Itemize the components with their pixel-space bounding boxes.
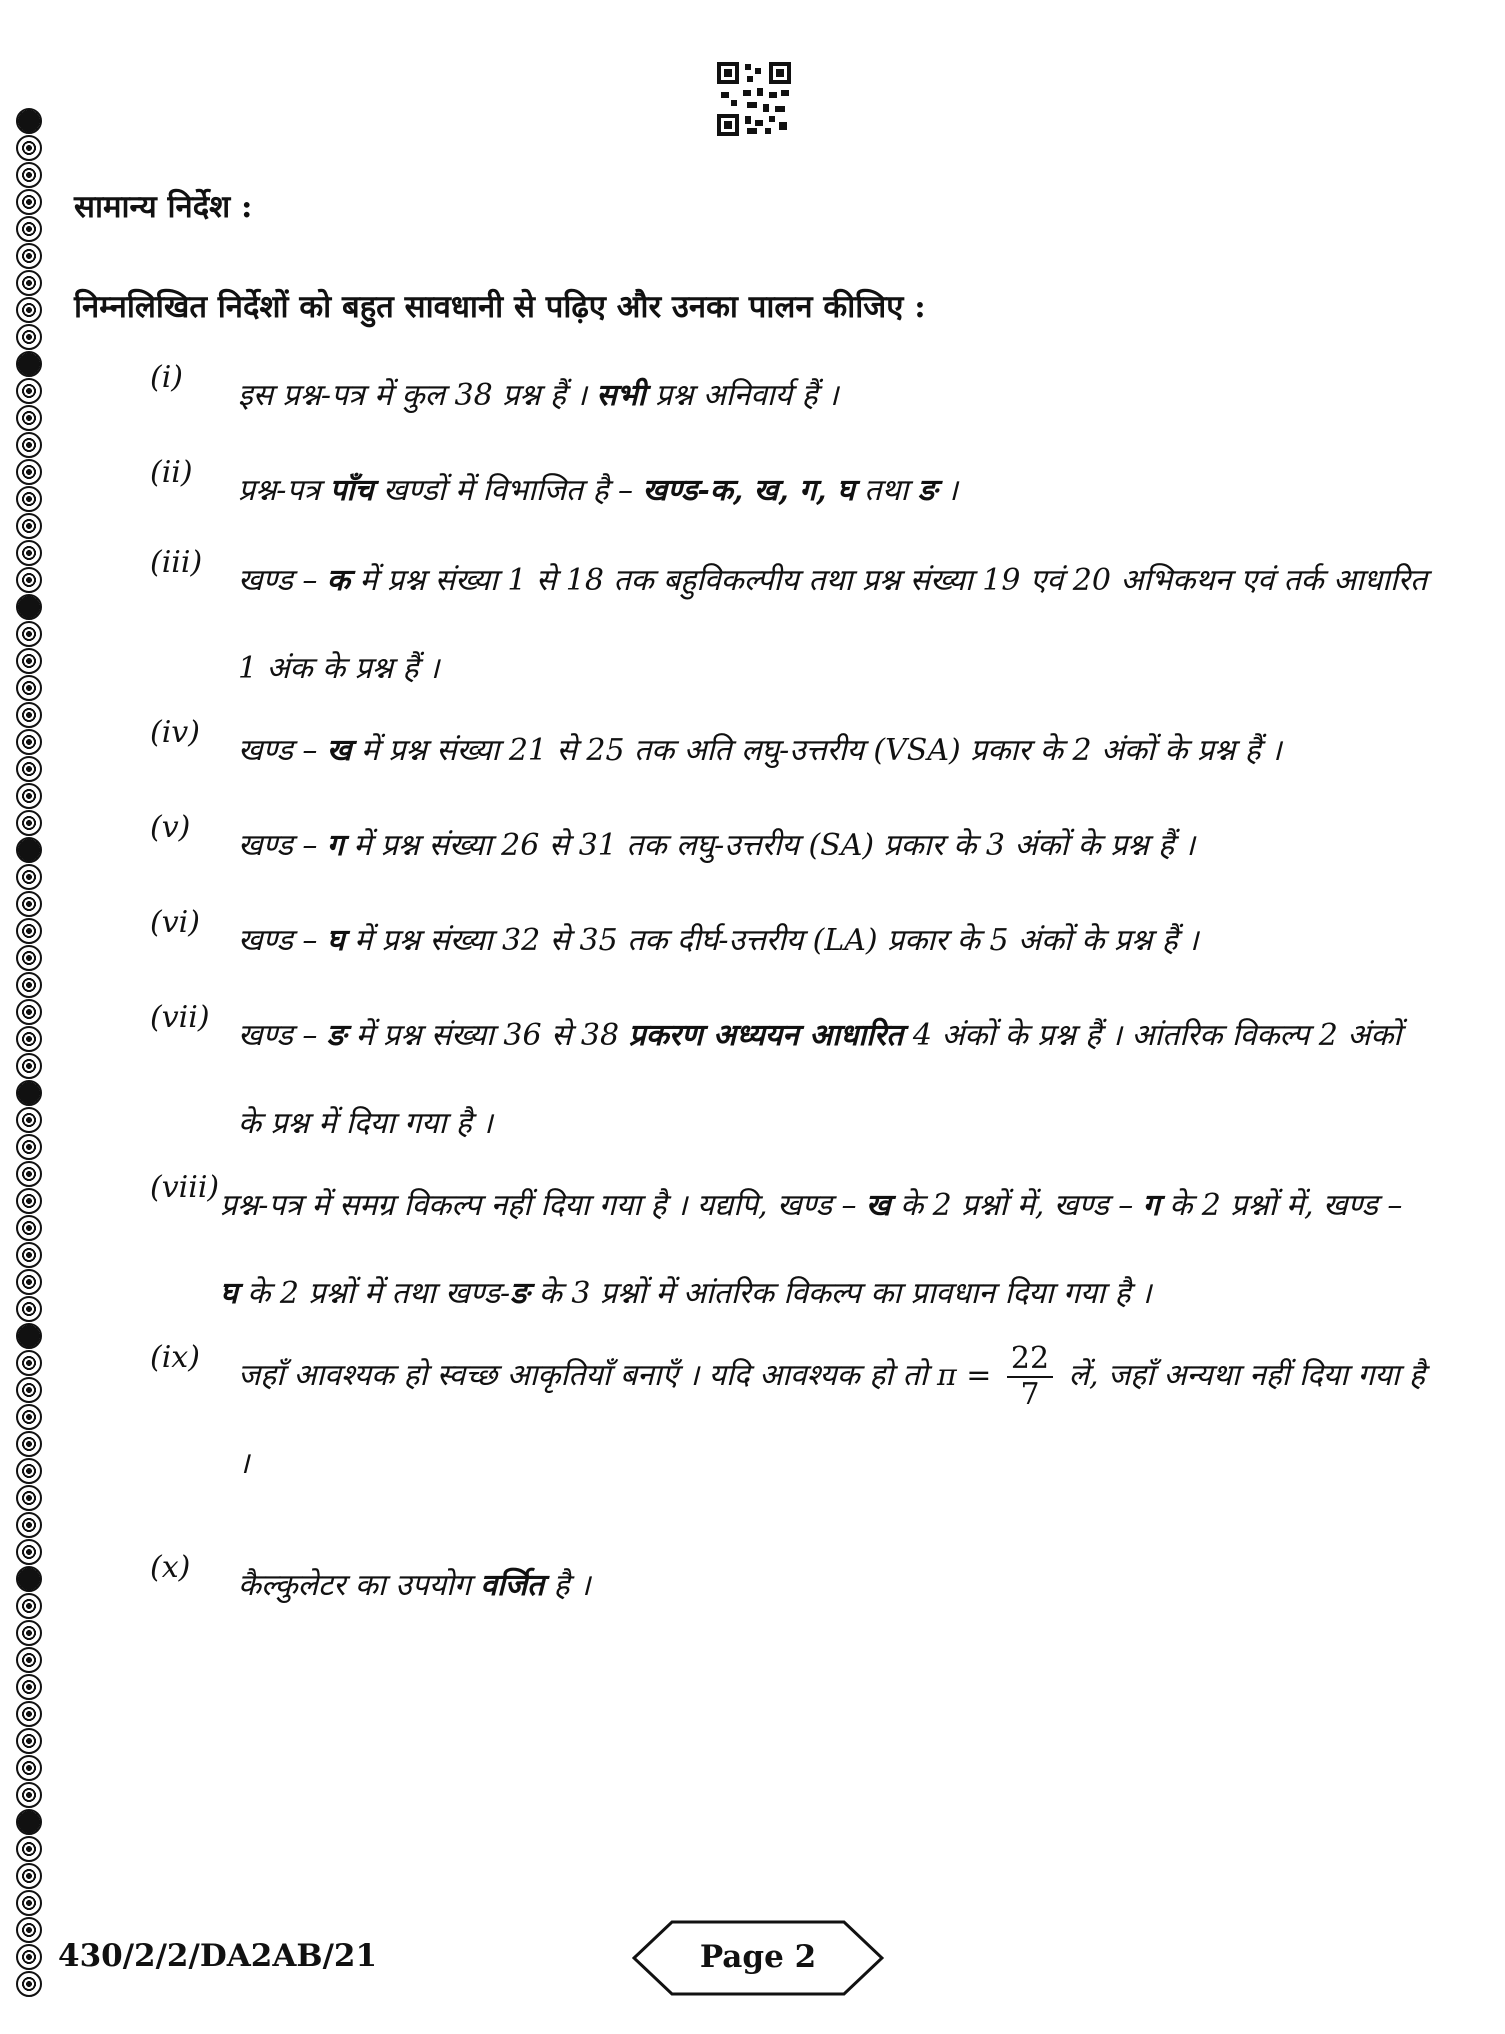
margin-ring-icon — [16, 189, 42, 215]
instruction-text — [220, 1162, 1410, 1338]
instruction-text-part: है । — [544, 1568, 591, 1603]
margin-ring-icon — [16, 162, 42, 188]
margin-ring-icon — [16, 459, 42, 485]
margin-ring-icon — [16, 918, 42, 944]
margin-ring-icon — [16, 999, 42, 1025]
margin-ring-icon — [16, 432, 42, 458]
instruction-number: (x) — [150, 1550, 191, 1585]
margin-ring-icon — [16, 486, 42, 512]
margin-ring-icon — [16, 1566, 42, 1592]
instruction-text — [238, 897, 1428, 985]
instruction-text-part: प्रश्न-पत्र में समग्र विकल्प नहीं दिया गया है । यद्यपि, खण्ड – — [220, 1188, 866, 1223]
section-title: सामान्य निर्देश : — [74, 189, 253, 225]
instruction-number: (vi) — [150, 905, 200, 940]
margin-ring-icon — [16, 1053, 42, 1079]
margin-ring-icon — [16, 351, 42, 377]
margin-ring-icon — [16, 1080, 42, 1106]
instruction-number: (ii) — [150, 455, 193, 490]
margin-ring-icon — [16, 1377, 42, 1403]
margin-ring-icon — [16, 1728, 42, 1754]
instruction-text — [238, 447, 1428, 535]
qr-code-icon — [717, 62, 791, 136]
margin-ring-icon — [16, 729, 42, 755]
margin-ring-icon — [16, 864, 42, 890]
instruction-text-part: तथा — [854, 473, 918, 508]
margin-ring-icon — [16, 945, 42, 971]
instruction-text-part: 4 अंकों के प्रश्न हैं । आंतरिक विकल्प 2 अंकों के प्रश्न में दिया गया है । — [238, 1018, 1402, 1141]
margin-ring-icon — [16, 1404, 42, 1430]
instruction-text — [238, 992, 1428, 1168]
instruction-text — [238, 1542, 1428, 1630]
instruction-text — [238, 352, 1428, 440]
margin-ring-icon — [16, 1134, 42, 1160]
margin-ring-icon — [16, 1809, 42, 1835]
instruction-text — [238, 537, 1428, 713]
instruction-text-part: खण्डों में विभाजित है – — [373, 473, 643, 508]
margin-ring-icon — [16, 1215, 42, 1241]
instruction-text-part: खण्ड – — [238, 923, 327, 958]
margin-ring-icon — [16, 1863, 42, 1889]
margin-ring-icon — [16, 756, 42, 782]
margin-ring-icon — [16, 1701, 42, 1727]
instruction-text-part: इस प्रश्न-पत्र में कुल 38 प्रश्न हैं । — [238, 378, 597, 413]
margin-ring-icon — [16, 324, 42, 350]
margin-ring-icon — [16, 621, 42, 647]
instruction-text-part: में प्रश्न संख्या 36 से 38 — [346, 1018, 629, 1053]
margin-ring-icon — [16, 1026, 42, 1052]
instruction-text-part: ख — [866, 1188, 891, 1223]
instruction-text-part: खण्ड – — [238, 828, 327, 863]
margin-ring-icon — [16, 1890, 42, 1916]
instruction-text-part: खण्ड – — [238, 563, 327, 598]
margin-ring-icon — [16, 1755, 42, 1781]
instruction-text — [238, 707, 1428, 795]
instruction-text-part: के 2 प्रश्नों में तथा खण्ड- — [237, 1276, 511, 1311]
pi-fraction — [1007, 1342, 1053, 1412]
margin-ring-icon — [16, 405, 42, 431]
margin-ring-icon — [16, 1647, 42, 1673]
instruction-text-part: प्रश्न अनिवार्य हैं । — [645, 378, 839, 413]
instruction-number: (v) — [150, 810, 191, 845]
instruction-text-part: जहाँ आवश्यक हो स्वच्छ आकृतियाँ बनाएँ । यदि आवश्यक हो तो π = — [238, 1358, 1001, 1393]
margin-ring-icon — [16, 1917, 42, 1943]
instruction-text-part: कैल्कुलेटर का उपयोग — [238, 1568, 481, 1603]
margin-ring-icon — [16, 270, 42, 296]
instruction-text-part: के 2 प्रश्नों में, खण्ड – — [1159, 1188, 1403, 1223]
instruction-text-part: में प्रश्न संख्या 1 से 18 तक बहुविकल्पीय तथा प्रश्न संख्या 19 एवं 20 अभिकथन एवं तर्क आधारित 1 अंक के प्रश्न हैं । — [238, 563, 1428, 686]
instruction-text-part: खण्ड – — [238, 733, 327, 768]
page-number-badge — [632, 1918, 884, 1998]
instruction-number: (iv) — [150, 715, 200, 750]
instruction-text-part: । — [937, 473, 958, 508]
margin-ring-icon — [16, 1674, 42, 1700]
instruction-text-part: क — [326, 563, 350, 598]
fraction-numerator: 22 — [1007, 1342, 1053, 1378]
margin-ring-icon — [16, 1782, 42, 1808]
margin-ring-icon — [16, 1512, 42, 1538]
instruction-text-part: ग — [1142, 1188, 1160, 1223]
instruction-text-part: लें, जहाँ अन्यथा नहीं दिया गया है । — [238, 1358, 1425, 1481]
instruction-text-part: ङ — [917, 473, 937, 508]
instruction-text-part: में प्रश्न संख्या 21 से 25 तक अति लघु-उत्तरीय (VSA) प्रकार के 2 अंकों के प्रश्न हैं । — [351, 733, 1282, 768]
instruction-text-part: प्रकरण अध्ययन आधारित — [628, 1018, 904, 1053]
instruction-number: (iii) — [150, 545, 203, 580]
margin-ring-icon — [16, 1971, 42, 1997]
instruction-text-part: वर्जित — [480, 1568, 545, 1603]
margin-ring-icon — [16, 1188, 42, 1214]
margin-ring-icon — [16, 1944, 42, 1970]
margin-ring-icon — [16, 1269, 42, 1295]
instruction-number: (ix) — [150, 1340, 200, 1375]
instruction-number: (i) — [150, 360, 184, 395]
instruction-text-part: ङ — [510, 1276, 530, 1311]
instruction-text-part: घ — [220, 1276, 238, 1311]
margin-ring-icon — [16, 135, 42, 161]
margin-ring-icon — [16, 783, 42, 809]
margin-ring-icon — [16, 216, 42, 242]
margin-ring-icon — [16, 810, 42, 836]
margin-ring-icon — [16, 1242, 42, 1268]
margin-ring-icon — [16, 1323, 42, 1349]
margin-ring-icon — [16, 702, 42, 728]
margin-ring-icon — [16, 1296, 42, 1322]
margin-ring-icon — [16, 1107, 42, 1133]
margin-ring-icon — [16, 1620, 42, 1646]
margin-ring-icon — [16, 1350, 42, 1376]
instruction-text-part: ङ — [326, 1018, 347, 1053]
instruction-text — [238, 1332, 1428, 1508]
instruction-text-part: ग — [326, 828, 344, 863]
instruction-text-part: खण्ड-क, ख, ग, घ — [642, 473, 855, 508]
paper-code: 430/2/2/DA2AB/21 — [58, 1938, 378, 1974]
margin-ring-icon — [16, 675, 42, 701]
instruction-text — [238, 802, 1428, 890]
fraction-denominator: 7 — [1020, 1377, 1040, 1412]
instruction-text-part: प्रश्न-पत्र — [238, 473, 330, 508]
margin-ring-icon — [16, 891, 42, 917]
page-number-label: Page 2 — [699, 1939, 817, 1975]
margin-ring-icon — [16, 972, 42, 998]
instruction-text-part: खण्ड – — [238, 1018, 327, 1053]
margin-ring-icon — [16, 1431, 42, 1457]
margin-ring-icon — [16, 1539, 42, 1565]
margin-ring-icon — [16, 1836, 42, 1862]
margin-ring-icon — [16, 243, 42, 269]
margin-ring-icon — [16, 1458, 42, 1484]
instruction-text-part: ख — [326, 733, 352, 768]
margin-ring-icon — [16, 540, 42, 566]
margin-ring-icon — [16, 1161, 42, 1187]
instruction-text-part: में प्रश्न संख्या 26 से 31 तक लघु-उत्तरीय (SA) प्रकार के 3 अंकों के प्रश्न हैं । — [343, 828, 1195, 863]
margin-ring-icon — [16, 594, 42, 620]
instruction-text-part: पाँच — [329, 473, 374, 508]
margin-ring-icon — [16, 1485, 42, 1511]
margin-ring-icon — [16, 108, 42, 134]
instruction-text-part: सभी — [596, 378, 646, 413]
instruction-number: (viii) — [150, 1170, 220, 1205]
margin-ring-icon — [16, 297, 42, 323]
instructions-intro: निम्नलिखित निर्देशों को बहुत सावधानी से पढ़िए और उनका पालन कीजिए : — [74, 289, 926, 325]
margin-ring-icon — [16, 513, 42, 539]
instruction-number: (vii) — [150, 1000, 210, 1035]
margin-ring-strip — [14, 108, 44, 1968]
margin-ring-icon — [16, 837, 42, 863]
margin-ring-icon — [16, 378, 42, 404]
instruction-text-part: के 3 प्रश्नों में आंतरिक विकल्प का प्रावधान दिया गया है । — [529, 1276, 1152, 1311]
instruction-text-part: में प्रश्न संख्या 32 से 35 तक दीर्घ-उत्तरीय (LA) प्रकार के 5 अंकों के प्रश्न हैं । — [344, 923, 1199, 958]
instruction-text-part: के 2 प्रश्नों में, खण्ड – — [890, 1188, 1143, 1223]
instruction-text-part: घ — [326, 923, 345, 958]
margin-ring-icon — [16, 1593, 42, 1619]
margin-ring-icon — [16, 567, 42, 593]
margin-ring-icon — [16, 648, 42, 674]
